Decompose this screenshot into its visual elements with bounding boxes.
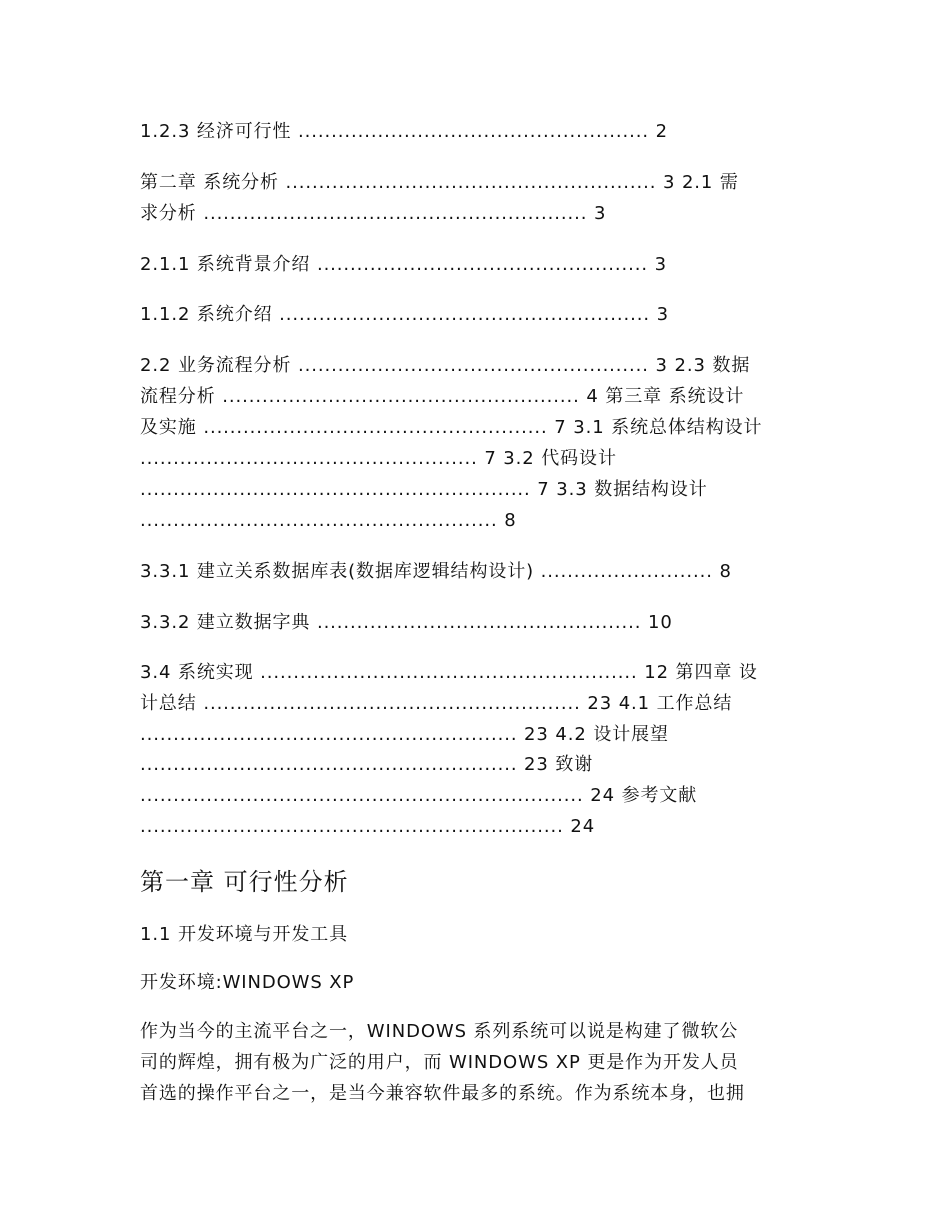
toc-entry: ................................................... 7 3.2 代码设计 [140,448,617,469]
toc-entry: 1.2.3 经济可行性 ..................................................... 2 [140,121,668,142]
toc-entry: 流程分析 ...................................................... 4 第三章 系统设计 [140,386,745,407]
toc-entry: ........................................................... 7 3.3 数据结构设计 [140,479,708,500]
toc-entry: ...................................................... 8 [140,510,517,531]
toc-entry: 1.1.2 系统介绍 ........................................................ 3 [140,304,669,325]
toc-entry: ................................................................... 24 参考文献 [140,785,698,806]
toc-entry: 及实施 .................................................... 7 3.1 系统总体结构设计 [140,417,763,438]
toc-entry: 求分析 .......................................................... 3 [140,203,607,224]
chapter-title: 第一章 可行性分析 [140,868,349,896]
paragraph-line: 首选的操作平台之一，是当今兼容软件最多的系统。作为系统本身，也拥 [140,1083,745,1104]
environment-line: 开发环境:WINDOWS XP [140,972,355,993]
paragraph-line: 司的辉煌，拥有极为广泛的用户，而 WINDOWS XP 更是作为开发人员 [140,1052,739,1073]
toc-entry: 2.1.1 系统背景介绍 .................................................. 3 [140,254,667,275]
toc-entry: 第二章 系统分析 ........................................................ 3 2.1 需 [140,172,739,193]
toc-entry: ................................................................ 24 [140,816,596,837]
toc-entry: 3.3.2 建立数据字典 ................................................. 10 [140,612,673,633]
toc-entry: ......................................................... 23 4.2 设计展望 [140,724,669,745]
toc-entry: 3.4 系统实现 ......................................................... 12 第四章 设 [140,662,758,683]
toc-entry: 2.2 业务流程分析 ..................................................... 3 2.3 数据 [140,355,751,376]
paragraph-line: 作为当今的主流平台之一，WINDOWS 系列系统可以说是构建了微软公 [140,1021,739,1042]
toc-entry: ......................................................... 23 致谢 [140,754,594,775]
section-title: 1.1 开发环境与开发工具 [140,924,349,945]
toc-entry: 计总结 ......................................................... 23 4.1 工作总结 [140,693,733,714]
toc-entry: 3.3.1 建立关系数据库表(数据库逻辑结构设计) .......................... 8 [140,561,732,582]
